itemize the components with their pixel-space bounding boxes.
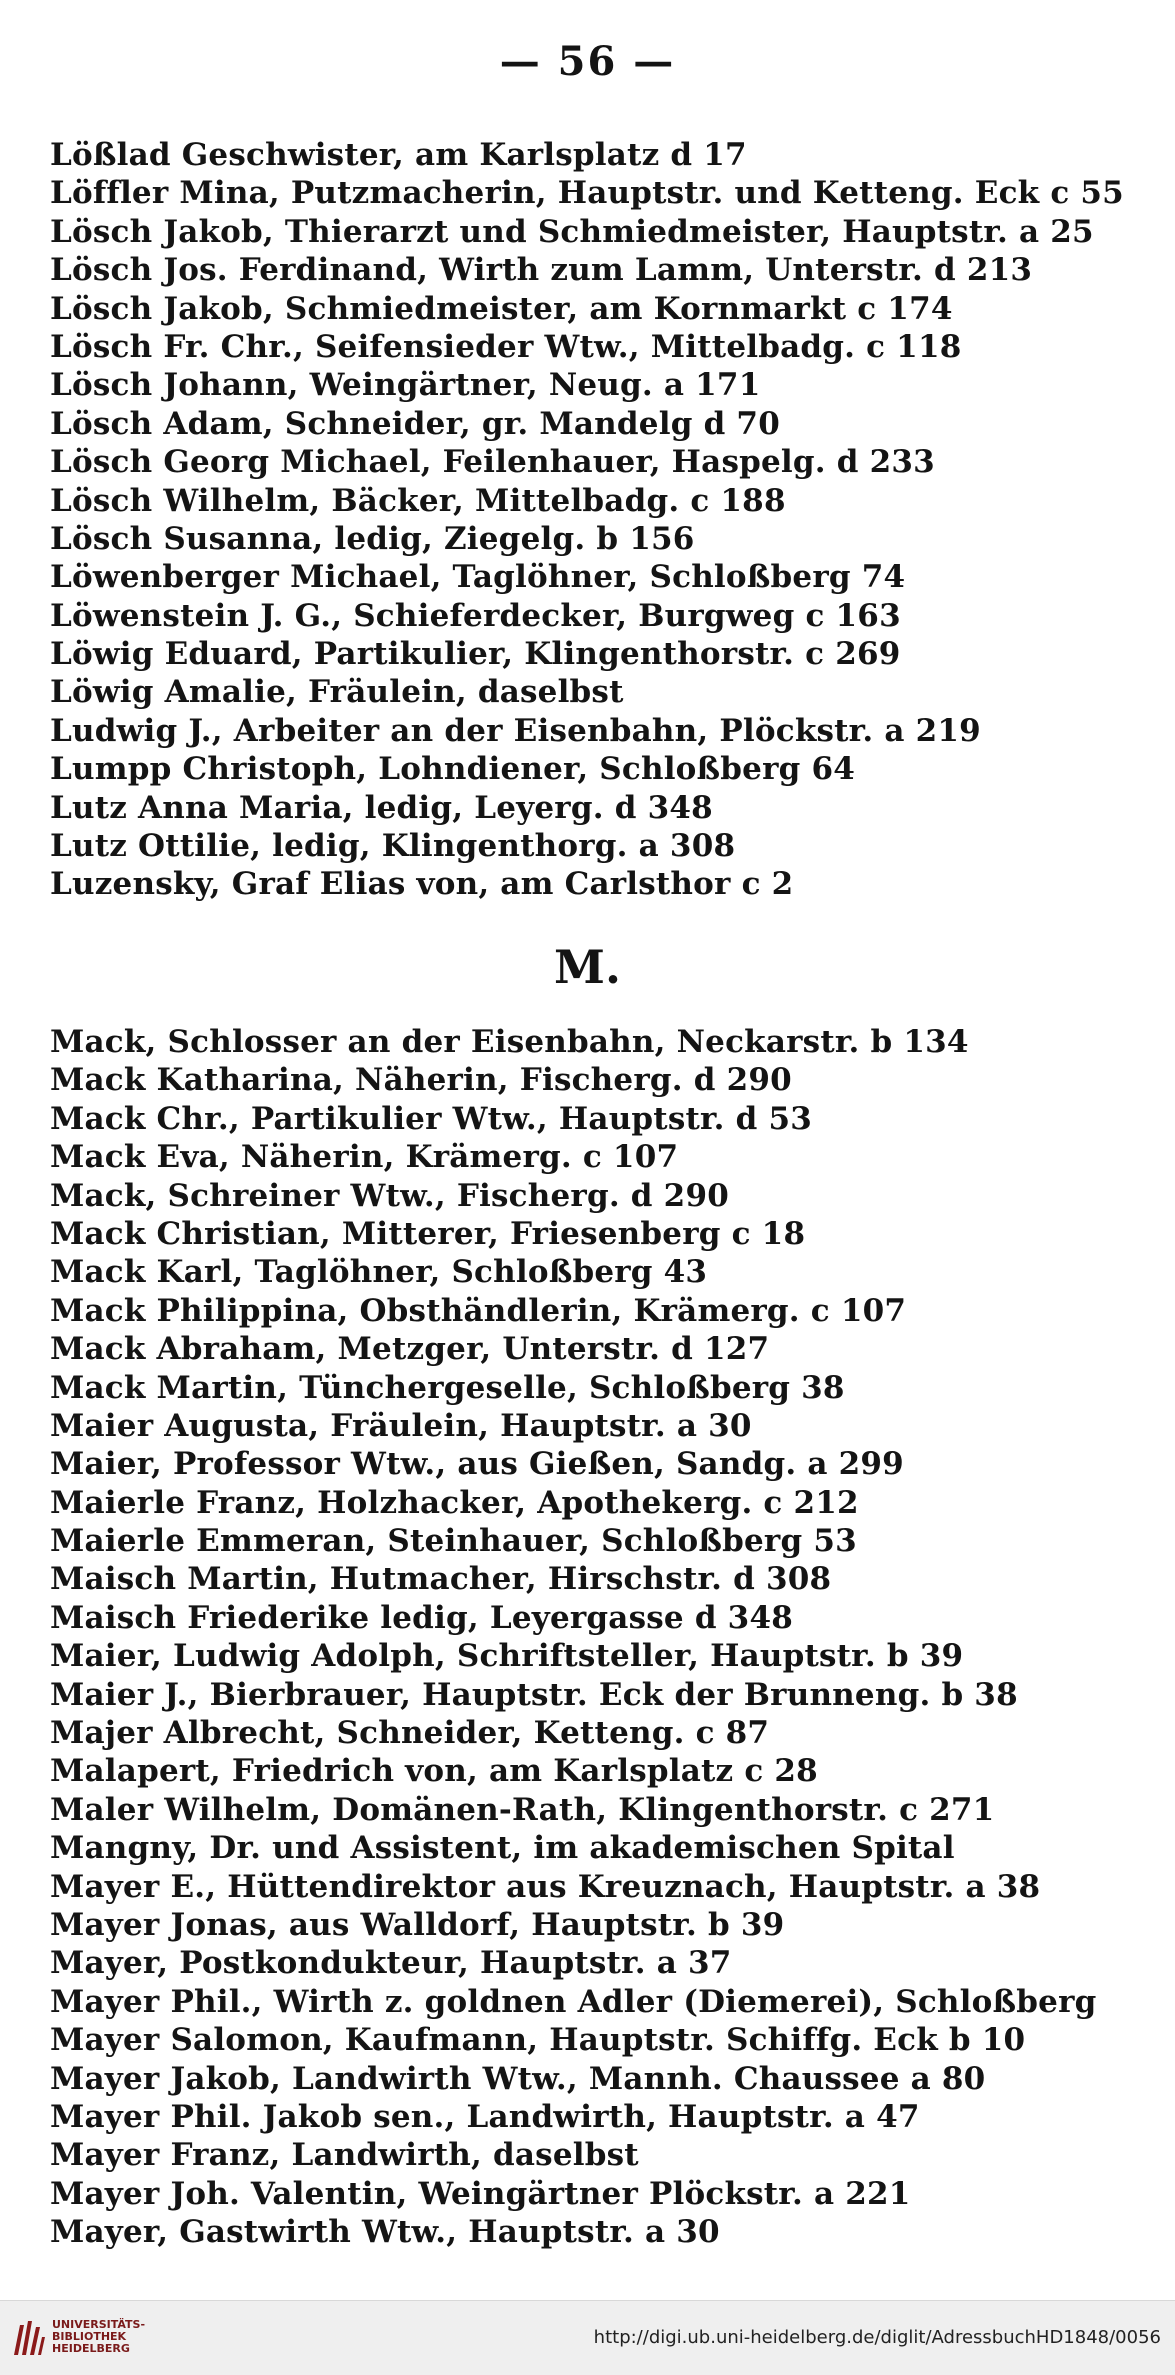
directory-l-entry: Löwig Amalie, Fräulein, daselbst xyxy=(50,674,624,711)
directory-l-entry: Lösch Jakob, Thierarzt und Schmiedmeister, Hauptstr. a 25 xyxy=(50,213,1094,250)
directory-m-entry: Mayer, Postkondukteur, Hauptstr. a 37 xyxy=(50,1945,732,1982)
directory-m-entry: Malapert, Friedrich von, am Karlsplatz c 28 xyxy=(50,1753,818,1790)
directory-l-entry: Lösch Georg Michael, Feilenhauer, Haspelg. d 233 xyxy=(50,444,935,481)
directory-m-entry: Maier Augusta, Fräulein, Hauptstr. a 30 xyxy=(50,1407,752,1444)
library-logo-text xyxy=(52,2319,182,2355)
directory-m-entry: Mack Christian, Mitterer, Friesenberg c 18 xyxy=(50,1215,806,1252)
directory-m-entry: Mack Abraham, Metzger, Unterstr. d 127 xyxy=(50,1331,770,1368)
directory-l-entry: Löwenberger Michael, Taglöhner, Schloßberg 74 xyxy=(50,559,906,596)
directory-l-entry: Lösch Johann, Weingärtner, Neug. a 171 xyxy=(50,367,761,404)
directory-l-entry: Ludwig J., Arbeiter an der Eisenbahn, Plöckstr. a 219 xyxy=(50,712,981,749)
directory-m-entry: Maier, Professor Wtw., aus Gießen, Sandg. a 299 xyxy=(50,1446,904,1483)
directory-m-entry: Maisch Friederike ledig, Leyergasse d 348 xyxy=(50,1599,793,1636)
directory-m-entry: Mack Martin, Tünchergeselle, Schloßberg 38 xyxy=(50,1369,845,1406)
directory-l-entry: Lösch Susanna, ledig, Ziegelg. b 156 xyxy=(50,520,695,557)
directory-m-entry: Maier J., Bierbrauer, Hauptstr. Eck der Brunneng. b 38 xyxy=(50,1676,1018,1713)
directory-l-entry: Lutz Ottilie, ledig, Klingenthorg. a 308 xyxy=(50,828,736,865)
directory-l-entry: Lösch Jakob, Schmiedmeister, am Kornmarkt c 174 xyxy=(50,290,953,327)
page-footer xyxy=(0,2300,1175,2375)
directory-l-entry: Lösch Jos. Ferdinand, Wirth zum Lamm, Unterstr. d 213 xyxy=(50,252,1033,289)
directory-m-entry: Mack Eva, Näherin, Krämerg. c 107 xyxy=(50,1139,679,1176)
directory-m-entry: Maier, Ludwig Adolph, Schriftsteller, Hauptstr. b 39 xyxy=(50,1638,964,1675)
directory-l-entry: Lößlad Geschwister, am Karlsplatz d 17 xyxy=(50,137,747,173)
directory-m-entry: Mayer, Gastwirth Wtw., Hauptstr. a 30 xyxy=(50,2214,720,2251)
logo-line-2: BIBLIOTHEK xyxy=(52,2330,127,2343)
directory-m-entry: Mayer Phil. Jakob sen., Landwirth, Hauptstr. a 47 xyxy=(50,2098,920,2135)
directory-m-entry: Maisch Martin, Hutmacher, Hirschstr. d 308 xyxy=(50,1561,832,1598)
directory-m-entry: Mayer E., Hüttendirektor aus Kreuznach, Hauptstr. a 38 xyxy=(50,1868,1041,1905)
directory-l-entry: Lösch Adam, Schneider, gr. Mandelg d 70 xyxy=(50,405,780,442)
directory-l-entry: Lumpp Christoph, Lohndiener, Schloßberg 64 xyxy=(50,751,856,788)
directory-list-m xyxy=(50,1023,1110,2252)
directory-m-entry: Mack Philippina, Obsthändlerin, Krämerg. c 107 xyxy=(50,1292,907,1329)
directory-m-entry: Mack Chr., Partikulier Wtw., Hauptstr. d 53 xyxy=(50,1100,813,1137)
directory-m-entry: Maierle Franz, Holzhacker, Apothekerg. c 212 xyxy=(50,1484,859,1521)
section-heading-m: M. xyxy=(554,940,621,994)
directory-l-entry: Lösch Fr. Chr., Seifensieder Wtw., Mittelbadg. c 118 xyxy=(50,328,962,365)
logo-line-3: HEIDELBERG xyxy=(52,2342,130,2355)
directory-m-entry: Majer Albrecht, Schneider, Ketteng. c 87 xyxy=(50,1715,770,1752)
directory-m-entry: Mayer Jakob, Landwirth Wtw., Mannh. Chaussee a 80 xyxy=(50,2060,986,2097)
directory-l-entry: Luzensky, Graf Elias von, am Carlsthor c 2 xyxy=(50,866,794,903)
directory-m-entry: Mayer Jonas, aus Walldorf, Hauptstr. b 39 xyxy=(50,1906,785,1943)
directory-m-entry: Mangny, Dr. und Assistent, im akademischen Spital xyxy=(50,1830,955,1867)
directory-m-entry: Mack Katharina, Näherin, Fischerg. d 290 xyxy=(50,1062,792,1099)
directory-list-l xyxy=(50,136,1124,904)
directory-m-entry: Maler Wilhelm, Domänen-Rath, Klingenthorstr. c 271 xyxy=(50,1791,995,1828)
directory-m-entry: Mack, Schreiner Wtw., Fischerg. d 290 xyxy=(50,1177,729,1214)
directory-m-entry: Mack, Schlosser an der Eisenbahn, Neckarstr. b 134 xyxy=(50,1024,969,1060)
logo-line-1: UNIVERSITÄTS- xyxy=(52,2318,146,2331)
directory-m-entry: Mayer Franz, Landwirth, daselbst xyxy=(50,2137,639,2174)
directory-l-entry: Löwenstein J. G., Schieferdecker, Burgweg c 163 xyxy=(50,597,901,634)
page-number: — 56 — xyxy=(499,38,676,85)
directory-l-entry: Lutz Anna Maria, ledig, Leyerg. d 348 xyxy=(50,789,713,826)
directory-l-entry: Löffler Mina, Putzmacherin, Hauptstr. und Ketteng. Eck c 55 xyxy=(50,175,1124,212)
library-logo-icon xyxy=(12,2319,46,2357)
source-url[interactable]: http://digi.ub.uni-heidelberg.de/diglit/AdressbuchHD1848/0056 xyxy=(593,2327,1161,2348)
directory-l-entry: Lösch Wilhelm, Bäcker, Mittelbadg. c 188 xyxy=(50,482,786,519)
directory-m-entry: Mack Karl, Taglöhner, Schloßberg 43 xyxy=(50,1254,708,1291)
directory-l-entry: Löwig Eduard, Partikulier, Klingenthorstr. c 269 xyxy=(50,636,901,673)
directory-m-entry: Mayer Salomon, Kaufmann, Hauptstr. Schiffg. Eck b 10 xyxy=(50,2022,1026,2059)
directory-m-entry: Mayer Joh. Valentin, Weingärtner Plöckstr. a 221 xyxy=(50,2175,911,2212)
directory-m-entry: Maierle Emmeran, Steinhauer, Schloßberg 53 xyxy=(50,1523,857,1560)
directory-m-entry: Mayer Phil., Wirth z. goldnen Adler (Diemerei), Schloßberg xyxy=(50,1983,1097,2020)
